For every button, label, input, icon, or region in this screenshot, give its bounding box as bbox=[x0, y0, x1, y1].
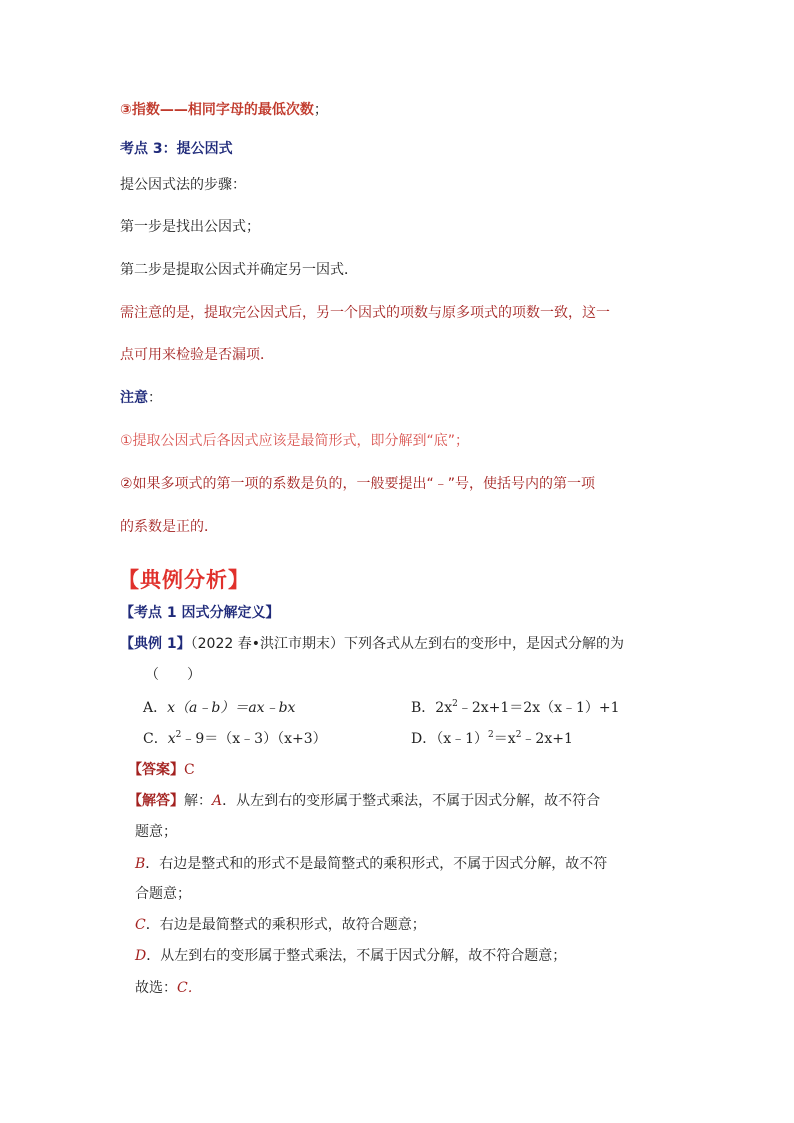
option-d-exponent-2: 2 bbox=[515, 730, 522, 740]
option-b-expr-end: ﹣2x+1＝2x（x﹣1）+1 bbox=[457, 700, 620, 716]
exponent-line bbox=[120, 100, 328, 120]
solution-d-letter: D bbox=[135, 948, 147, 964]
kaodian1-title: 【考点 1 因式分解定义】 bbox=[120, 605, 280, 621]
option-b-exponent: 2 bbox=[452, 699, 458, 709]
option-b-letter: B． bbox=[411, 700, 436, 716]
option-a-expr: x（a﹣b）＝ax﹣bx bbox=[167, 700, 296, 716]
answer-value: C bbox=[184, 762, 195, 778]
attention-label: 注意 bbox=[120, 390, 148, 406]
solution-a-continuation: 题意； bbox=[135, 824, 177, 840]
step-2: 第二步是提取公因式并确定另一因式． bbox=[120, 262, 358, 278]
solution-lead: 解： bbox=[184, 793, 212, 809]
option-b-expr-start: 2x bbox=[435, 700, 453, 716]
option-c-expr-start: x bbox=[167, 731, 176, 747]
option-c bbox=[143, 728, 327, 748]
option-d-letter: D． bbox=[411, 731, 437, 747]
answer-line bbox=[128, 760, 195, 780]
note-paragraph-line2: 点可用来检验是否漏项． bbox=[120, 347, 274, 363]
option-d-expr-mid: ＝x bbox=[493, 731, 516, 747]
option-d bbox=[411, 728, 573, 748]
final-choice-value: C． bbox=[177, 980, 202, 996]
solution-b-continuation: 合题意； bbox=[135, 886, 191, 902]
attention-colon: ： bbox=[148, 390, 162, 406]
attention-item-2-line2: 的系数是正的． bbox=[120, 519, 218, 535]
solution-c-text: ．右边是最简整式的乘积形式，故符合题意； bbox=[145, 917, 426, 933]
solution-c-letter: C bbox=[135, 917, 146, 933]
exponent-rule-tail: ； bbox=[313, 102, 328, 118]
solution-line-b bbox=[135, 854, 607, 874]
solution-b-letter: B bbox=[135, 856, 146, 872]
final-choice-lead: 故选： bbox=[135, 980, 177, 996]
attention-heading bbox=[120, 388, 162, 408]
note-paragraph-line1: 需注意的是，提取完公因式后，另一个因式的项数与原多项式的项数一致，这一 bbox=[120, 305, 610, 321]
answer-label: 【答案】 bbox=[128, 762, 184, 778]
steps-intro: 提公因式法的步骤： bbox=[120, 177, 246, 193]
example-question-text: （2022 春•洪江市期末）下列各式从左到右的变形中，是因式分解的为 bbox=[190, 636, 624, 652]
example-label: 【典例 1】 bbox=[120, 636, 191, 652]
option-a-letter: A． bbox=[143, 700, 168, 716]
solution-line-d bbox=[135, 946, 566, 966]
kaodian3-title: 考点 3：提公因式 bbox=[120, 141, 233, 157]
solution-d-text: ．从左到右的变形属于整式乘法，不属于因式分解，故不符合题意； bbox=[146, 948, 567, 964]
section-heading: 【典例分析】 bbox=[118, 567, 250, 592]
solution-b-text: ．右边是整式和的形式不是最简整式的乘积形式，不属于因式分解，故不符 bbox=[145, 856, 608, 872]
option-c-expr-end: ﹣9＝（x﹣3）（x+3） bbox=[181, 731, 327, 747]
option-c-letter: C． bbox=[143, 731, 168, 747]
option-a bbox=[143, 697, 295, 717]
exponent-rule: ③指数——相同字母的最低次数 bbox=[120, 102, 314, 118]
solution-label: 【解答】 bbox=[128, 793, 184, 809]
final-choice-line bbox=[135, 978, 202, 998]
solution-a-letter: A bbox=[212, 793, 223, 809]
solution-a-text: ．从左到右的变形属于整式乘法，不属于因式分解，故不符合 bbox=[222, 793, 601, 809]
option-d-expr-end: ﹣2x+1 bbox=[521, 731, 573, 747]
option-b bbox=[411, 697, 620, 717]
solution-line-a bbox=[128, 791, 600, 811]
option-d-expr-start: （x﹣1） bbox=[436, 731, 489, 747]
option-d-exponent-1: 2 bbox=[488, 730, 494, 740]
step-1: 第一步是找出公因式； bbox=[120, 219, 260, 235]
attention-item-2-line1: ②如果多项式的第一项的系数是负的，一般要提出“﹣”号，使括号内的第一项 bbox=[120, 476, 596, 492]
solution-line-c bbox=[135, 915, 426, 935]
attention-item-1: ①提取公因式后各因式应该是最简形式，即分解到“底”； bbox=[120, 433, 470, 449]
option-c-exponent: 2 bbox=[175, 730, 182, 740]
answer-blank: （ ） bbox=[145, 667, 201, 683]
example-1-question bbox=[120, 634, 624, 654]
